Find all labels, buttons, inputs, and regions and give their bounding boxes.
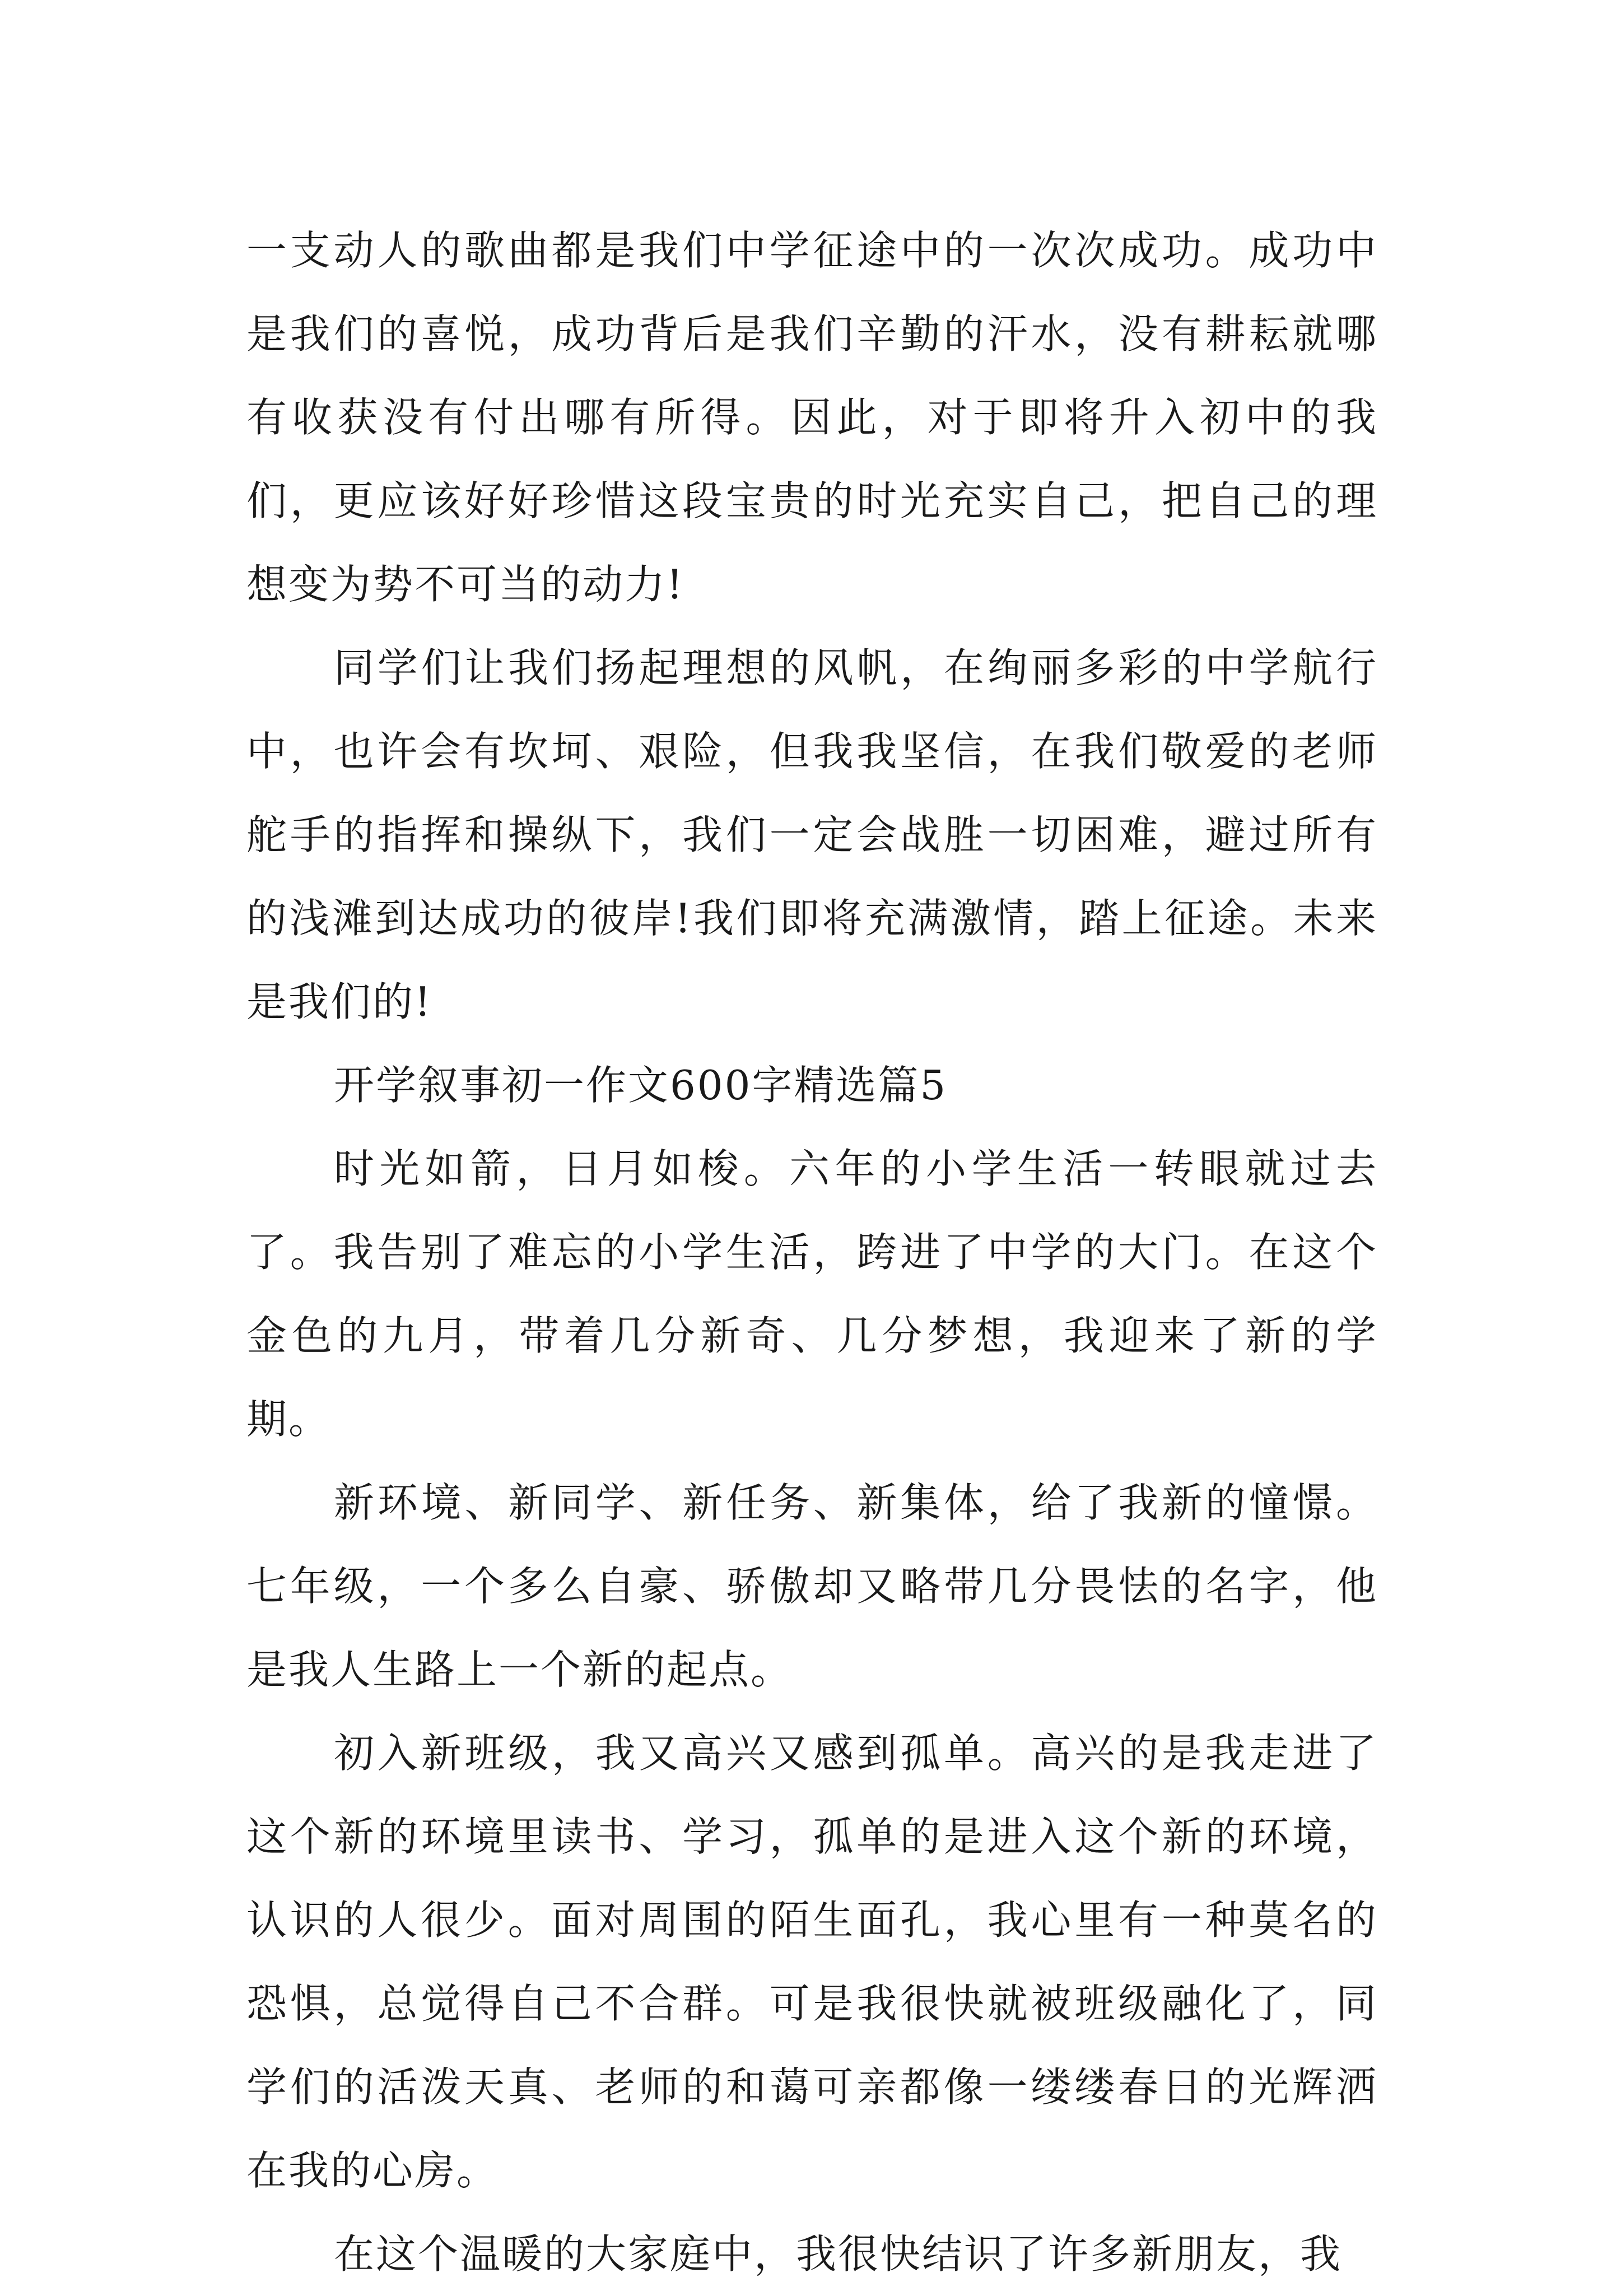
paragraph: 同学们让我们扬起理想的风帆，在绚丽多彩的中学航行中，也许会有坎坷、艰险，但我我坚信，在我们敬爱的老师舵手的指挥和操纵下，我们一定会战胜一切困难，避过所有的浅滩到达成功的彼岸!我们即将充满激情，踏上征途。未来是我们的!: [246, 644, 1378, 1025]
paragraph: 初入新班级，我又高兴又感到孤单。高兴的是我走进了这个新的环境里读书、学习，孤单的是进入这个新的环境，认识的人很少。面对周围的陌生面孔，我心里有一种莫名的恐惧，总觉得自己不合群。可是我很快就被班级融化了，同学们的活泼天真、老师的和蔼可亲都像一缕缕春日的光辉洒在我的心房。: [246, 1730, 1378, 2194]
paragraph-truncated: 在这个温暖的大家庭中，我很快结识了许多新朋友，我: [334, 2230, 1343, 2278]
document-body: [246, 209, 1378, 2296]
section-heading: 开学叙事初一作文600字精选篇5: [334, 1062, 948, 1109]
paragraph: 新环境、新同学、新任务、新集体，给了我新的憧憬。七年级，一个多么自豪、骄傲却又略带几分畏怯的名字，他是我人生路上一个新的起点。: [246, 1479, 1378, 1693]
paragraph: 时光如箭，日月如梭。六年的小学生活一转眼就过去了。我告别了难忘的小学生活，跨进了中学的大门。在这个金色的九月，带着几分新奇、几分梦想，我迎来了新的学期。: [246, 1145, 1378, 1443]
paragraph-continued: 一支动人的歌曲都是我们中学征途中的一次次成功。成功中是我们的喜悦，成功背后是我们辛勤的汗水，没有耕耘就哪有收获没有付出哪有所得。因此，对于即将升入初中的我们，更应该好好珍惜这段宝贵的时光充实自己，把自己的理想变为势不可当的动力!: [246, 227, 1378, 608]
